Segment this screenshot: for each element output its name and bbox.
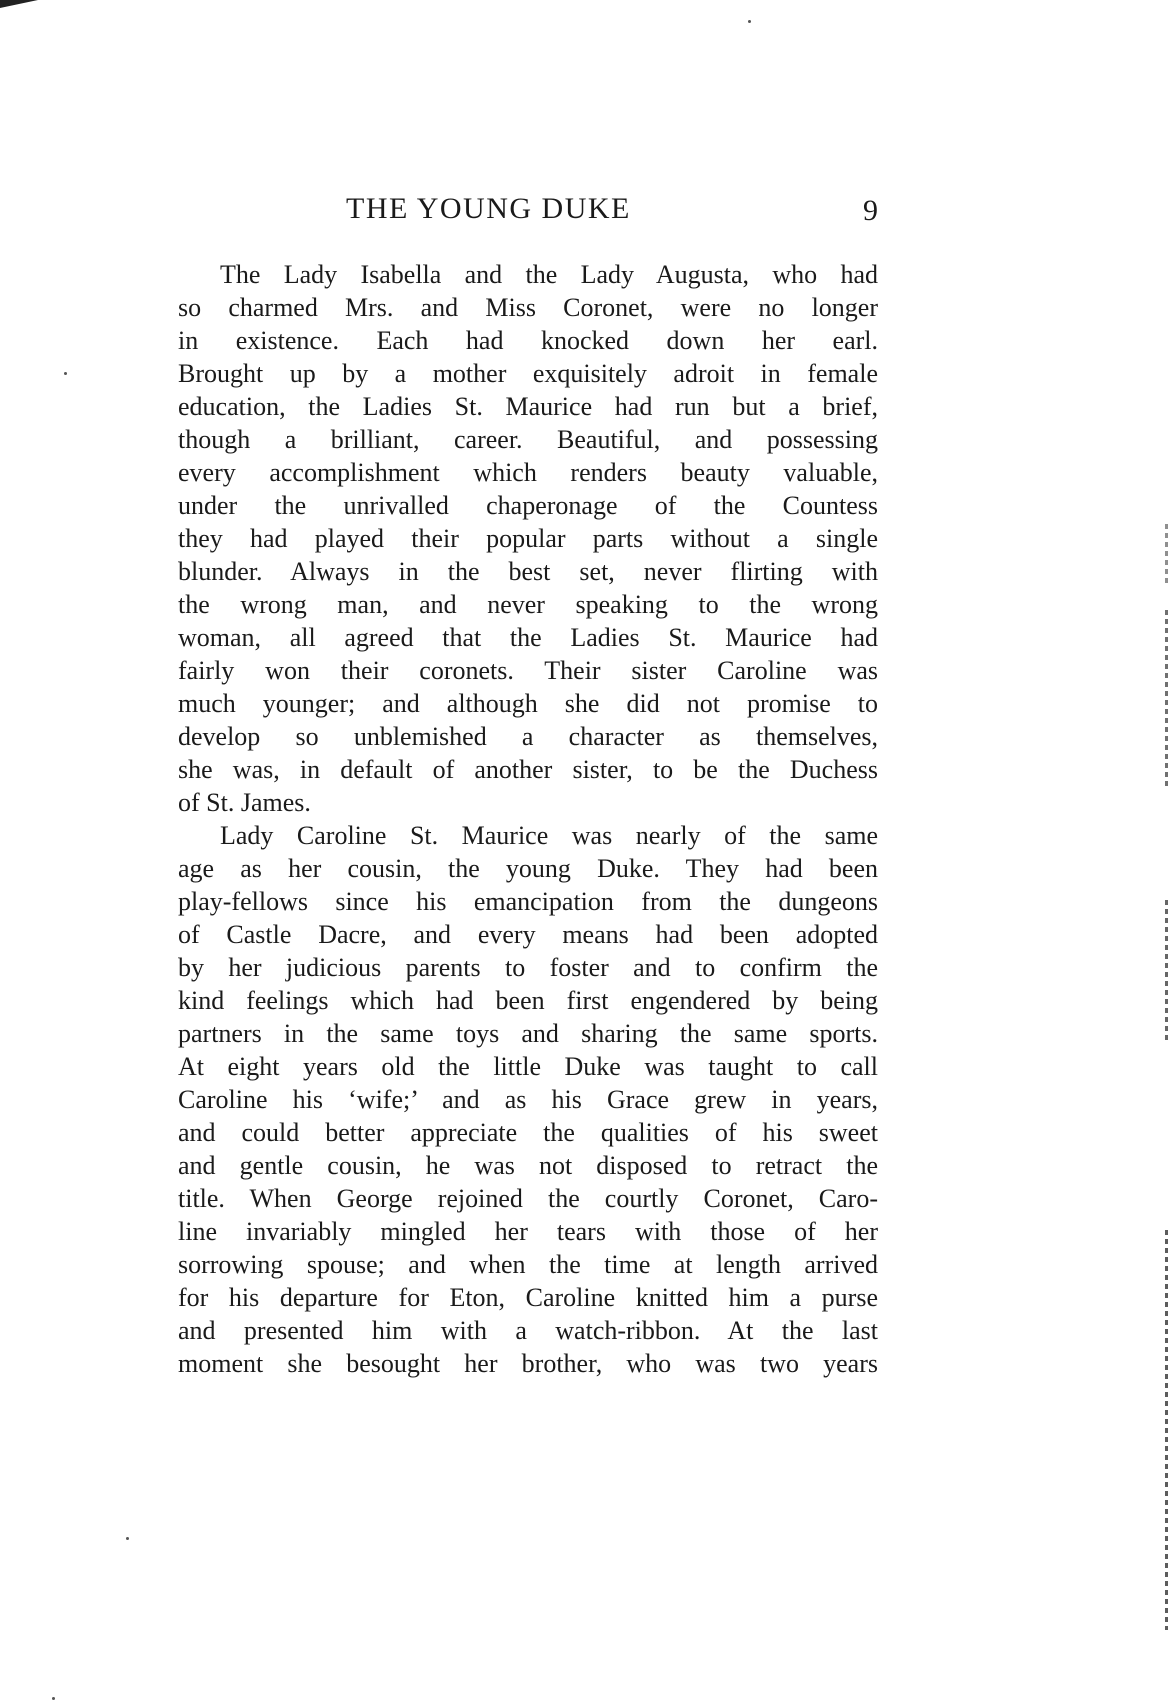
- text-line: play-fellows since his emancipation from the dungeons: [178, 887, 878, 916]
- text-line: so charmed Mrs. and Miss Coronet, were no longer: [178, 293, 878, 322]
- text-line: kind feelings which had been first engendered by being: [178, 986, 878, 1015]
- text-line: they had played their popular parts without a single: [178, 524, 878, 553]
- scan-edge-mark: [1165, 1230, 1168, 1630]
- text-line: Brought up by a mother exquisitely adroit in female: [178, 359, 878, 388]
- running-head: [178, 192, 878, 232]
- scan-edge-mark: [1165, 900, 1168, 1040]
- text-line: for his departure for Eton, Caroline knitted him a purse: [178, 1283, 878, 1312]
- text-line: though a brilliant, career. Beautiful, and possessing: [178, 425, 878, 454]
- text-line: sorrowing spouse; and when the time at length arrived: [178, 1250, 878, 1279]
- text-line: partners in the same toys and sharing the same sports.: [178, 1019, 878, 1048]
- text-line: of St. James.: [178, 788, 311, 817]
- text-line: every accomplishment which renders beauty valuable,: [178, 458, 878, 487]
- text-line: she was, in default of another sister, to be the Duchess: [178, 755, 878, 784]
- text-line: under the unrivalled chaperonage of the Countess: [178, 491, 878, 520]
- scan-corner-mark: [0, 0, 38, 8]
- text-line: fairly won their coronets. Their sister Caroline was: [178, 656, 878, 685]
- text-line: education, the Ladies St. Maurice had run but a brief,: [178, 392, 878, 421]
- text-line: line invariably mingled her tears with those of her: [178, 1217, 878, 1246]
- scan-speck: [64, 372, 67, 375]
- running-title: THE YOUNG DUKE: [346, 192, 631, 225]
- text-line: At eight years old the little Duke was taught to call: [178, 1052, 878, 1081]
- scan-speck: [748, 20, 751, 23]
- scan-speck: [126, 1537, 129, 1540]
- text-line: and gentle cousin, he was not disposed to retract the: [178, 1151, 878, 1180]
- text-line: develop so unblemished a character as themselves,: [178, 722, 878, 751]
- text-line: much younger; and although she did not promise to: [178, 689, 878, 718]
- text-line: title. When George rejoined the courtly Coronet, Caro-: [178, 1184, 878, 1213]
- text-line: moment she besought her brother, who was two years: [178, 1349, 878, 1378]
- text-line: in existence. Each had knocked down her earl.: [178, 326, 878, 355]
- text-line: woman, all agreed that the Ladies St. Maurice had: [178, 623, 878, 652]
- text-line: age as her cousin, the young Duke. They had been: [178, 854, 878, 883]
- text-line: Caroline his ‘wife;’ and as his Grace grew in years,: [178, 1085, 878, 1114]
- text-line: The Lady Isabella and the Lady Augusta, who had: [220, 260, 878, 289]
- text-line: the wrong man, and never speaking to the wrong: [178, 590, 878, 619]
- text-line: Lady Caroline St. Maurice was nearly of the same: [220, 821, 878, 850]
- text-line: blunder. Always in the best set, never flirting with: [178, 557, 878, 586]
- text-line: and presented him with a watch-ribbon. At the last: [178, 1316, 878, 1345]
- scan-speck: [52, 1697, 55, 1700]
- text-line: and could better appreciate the qualities of his sweet: [178, 1118, 878, 1147]
- text-line: of Castle Dacre, and every means had been adopted: [178, 920, 878, 949]
- text-line: by her judicious parents to foster and to confirm the: [178, 953, 878, 982]
- body-text: [178, 258, 878, 1380]
- page-number: 9: [863, 194, 878, 227]
- scan-edge-mark: [1165, 610, 1168, 790]
- scan-edge-mark: [1165, 524, 1168, 584]
